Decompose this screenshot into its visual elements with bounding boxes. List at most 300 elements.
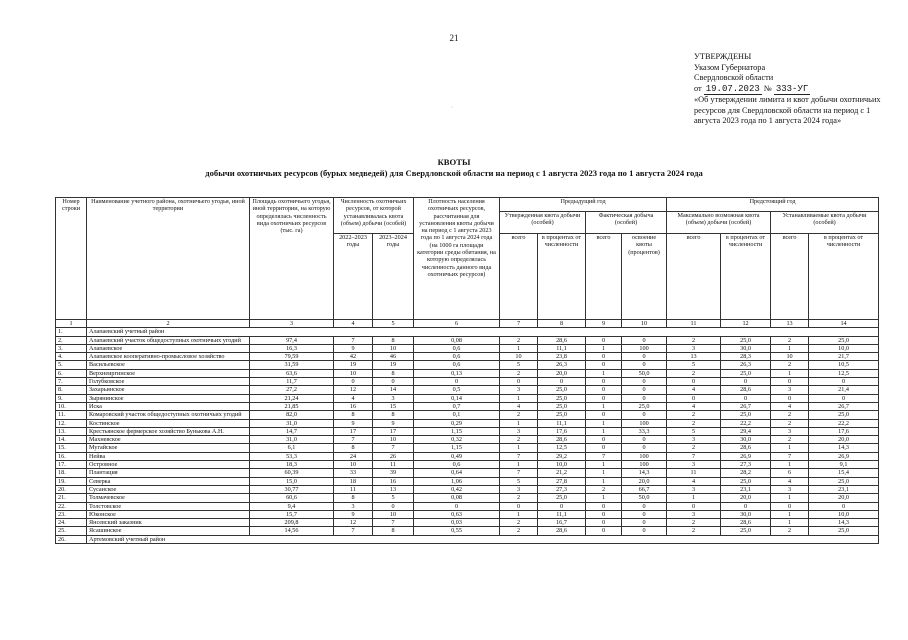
value-cell: 12,5: [809, 369, 879, 377]
column-index-cell: 11: [667, 320, 721, 328]
value-cell: 50,0: [622, 369, 667, 377]
territory-name: Плантация: [87, 469, 250, 477]
value-cell: 60,39: [250, 469, 334, 477]
value-cell: 29,4: [721, 427, 771, 435]
value-cell: 14,3: [809, 444, 879, 452]
value-cell: 10,0: [538, 461, 586, 469]
header-no: Номер строки: [56, 198, 87, 320]
district-name: Алапаевский учетный район: [87, 328, 879, 336]
value-cell: 0: [586, 527, 622, 535]
value-cell: 16: [373, 477, 414, 485]
column-index-cell: 4: [334, 320, 373, 328]
value-cell: 14,3: [809, 519, 879, 527]
approval-date-line: [694, 84, 894, 96]
value-cell: 5: [373, 494, 414, 502]
value-cell: 0: [586, 444, 622, 452]
value-cell: 19: [334, 361, 373, 369]
value-cell: 9: [373, 419, 414, 427]
value-cell: 0: [586, 361, 622, 369]
value-cell: 0,6: [414, 353, 500, 361]
value-cell: 11: [334, 485, 373, 493]
value-cell: 0: [373, 378, 414, 386]
table-row: [56, 427, 879, 435]
table-row: [56, 336, 879, 344]
row-number: 8.: [56, 386, 87, 394]
value-cell: 0: [809, 378, 879, 386]
value-cell: 1: [771, 444, 809, 452]
value-cell: 0: [622, 361, 667, 369]
value-cell: 20,0: [809, 436, 879, 444]
row-number: 15.: [56, 444, 87, 452]
value-cell: 8: [334, 411, 373, 419]
column-index-cell: 9: [586, 320, 622, 328]
value-cell: 33,3: [622, 427, 667, 435]
value-cell: 5: [667, 427, 721, 435]
row-number: 2.: [56, 336, 87, 344]
value-cell: 0,42: [414, 485, 500, 493]
row-number: 1.: [56, 328, 87, 336]
value-cell: 60,6: [250, 494, 334, 502]
row-number: 25.: [56, 527, 87, 535]
value-cell: 39: [373, 469, 414, 477]
approval-region: Свердловской области: [694, 73, 774, 82]
value-cell: 7: [586, 452, 622, 460]
row-number: 7.: [56, 378, 87, 386]
value-cell: 3: [667, 485, 721, 493]
value-cell: 0: [721, 502, 771, 510]
value-cell: 22,2: [721, 419, 771, 427]
value-cell: 26,9: [721, 452, 771, 460]
page-number: 21: [449, 33, 459, 43]
value-cell: 1: [586, 402, 622, 410]
value-cell: 23,1: [809, 485, 879, 493]
value-cell: 18: [334, 477, 373, 485]
value-cell: 3: [771, 386, 809, 394]
value-cell: 33: [334, 469, 373, 477]
value-cell: 1: [586, 344, 622, 352]
value-cell: 25,0: [809, 527, 879, 535]
value-cell: 0: [771, 378, 809, 386]
value-cell: 20,0: [538, 369, 586, 377]
value-cell: 1: [586, 369, 622, 377]
column-index-cell: 2: [87, 320, 250, 328]
value-cell: 7: [500, 452, 538, 460]
value-cell: 22,2: [809, 419, 879, 427]
value-cell: 0: [667, 378, 721, 386]
table-row: [56, 436, 879, 444]
value-cell: 4: [771, 402, 809, 410]
value-cell: 0,6: [414, 461, 500, 469]
header-area: Площадь охотничьего угодья, иной территории, на которую определялась численность вида охотничьих ресурсов (тыс. га): [250, 198, 334, 320]
value-cell: 7: [334, 436, 373, 444]
value-cell: 25,0: [721, 369, 771, 377]
value-cell: 42: [334, 353, 373, 361]
value-cell: 7: [334, 527, 373, 535]
value-cell: 3: [771, 427, 809, 435]
value-cell: 5: [500, 477, 538, 485]
value-cell: 27,2: [250, 386, 334, 394]
value-cell: 1: [500, 444, 538, 452]
value-cell: 0,49: [414, 452, 500, 460]
value-cell: 14: [373, 386, 414, 394]
value-cell: 26,9: [809, 452, 879, 460]
value-cell: 27,8: [538, 477, 586, 485]
value-cell: 25,0: [721, 527, 771, 535]
value-cell: 17: [334, 427, 373, 435]
approval-issuer: Указом Губернатора: [694, 62, 766, 72]
value-cell: 0: [586, 394, 622, 402]
value-cell: 5: [667, 361, 721, 369]
value-cell: 12: [334, 519, 373, 527]
header-total: всего: [586, 234, 622, 320]
value-cell: 28,6: [721, 386, 771, 394]
value-cell: 0: [586, 353, 622, 361]
territory-name: Янсевский заказник: [87, 519, 250, 527]
header-name: Наименование учетного района, охотничьего угодья, иной территории: [87, 198, 250, 320]
territory-name: Алапаевское: [87, 344, 250, 352]
value-cell: 3: [667, 344, 721, 352]
value-cell: 0: [586, 502, 622, 510]
value-cell: 15,7: [250, 510, 334, 518]
value-cell: 4: [771, 477, 809, 485]
row-number: 12.: [56, 419, 87, 427]
value-cell: 10,0: [809, 510, 879, 518]
territory-name: Захарьинское: [87, 386, 250, 394]
value-cell: 25,0: [809, 336, 879, 344]
column-index-cell: 10: [622, 320, 667, 328]
column-index-cell: 8: [538, 320, 586, 328]
value-cell: 4: [500, 402, 538, 410]
value-cell: 4: [667, 402, 721, 410]
value-cell: 1: [500, 461, 538, 469]
value-cell: 2: [771, 411, 809, 419]
territory-name: Мугайское: [87, 444, 250, 452]
value-cell: 97,4: [250, 336, 334, 344]
territory-name: Толстовское: [87, 502, 250, 510]
value-cell: 17: [373, 427, 414, 435]
row-number: 24.: [56, 519, 87, 527]
row-number: 26.: [56, 535, 87, 543]
value-cell: 9: [334, 510, 373, 518]
territory-name: Ясашинское: [87, 527, 250, 535]
column-index-cell: 6: [414, 320, 500, 328]
district-row: [56, 535, 879, 543]
table-body: [56, 320, 879, 544]
value-cell: 8: [373, 336, 414, 344]
value-cell: 8: [334, 494, 373, 502]
header-quota-basis: освоение квоты (процентов): [622, 234, 667, 320]
value-cell: 1: [771, 519, 809, 527]
value-cell: 17,6: [809, 427, 879, 435]
value-cell: 1: [586, 427, 622, 435]
column-index-cell: 13: [771, 320, 809, 328]
value-cell: 25,0: [721, 477, 771, 485]
value-cell: 31,0: [250, 436, 334, 444]
document-title: [0, 157, 908, 179]
value-cell: 0: [373, 502, 414, 510]
value-cell: 1: [500, 344, 538, 352]
value-cell: 7: [500, 469, 538, 477]
value-cell: 2: [771, 336, 809, 344]
value-cell: 30,0: [721, 510, 771, 518]
column-index-cell: 3: [250, 320, 334, 328]
value-cell: 2: [500, 336, 538, 344]
value-cell: 0: [771, 394, 809, 402]
value-cell: 50,0: [622, 494, 667, 502]
value-cell: 28,3: [721, 353, 771, 361]
value-cell: 3: [500, 386, 538, 394]
header-total: всего: [500, 234, 538, 320]
value-cell: 15: [373, 402, 414, 410]
table-row: [56, 386, 879, 394]
table-header: [56, 198, 879, 320]
value-cell: 25,0: [538, 394, 586, 402]
value-cell: 0: [622, 519, 667, 527]
value-cell: 1: [500, 419, 538, 427]
value-cell: 20,0: [622, 477, 667, 485]
value-cell: 0: [586, 378, 622, 386]
value-cell: 25,0: [721, 411, 771, 419]
column-index-row: [56, 320, 879, 328]
territory-name: Комаровский участок общедоступных охотничьих угодий: [87, 411, 250, 419]
value-cell: 66,7: [622, 485, 667, 493]
value-cell: 19: [373, 361, 414, 369]
column-index-cell: 12: [721, 320, 771, 328]
value-cell: 63,6: [250, 369, 334, 377]
value-cell: 0: [809, 502, 879, 510]
value-cell: 23,8: [538, 353, 586, 361]
value-cell: 0: [586, 336, 622, 344]
header-population: Численность охотничьих ресурсов, от которой устанавливалась квота (объем) добычи (особей): [334, 198, 414, 234]
table-row: [56, 469, 879, 477]
title-line-2: добычи охотничьих ресурсов (бурых медведей) для Свердловской области на период с 1 августа 2023 года по 1 августа 2024 года: [205, 168, 703, 178]
value-cell: 2: [771, 361, 809, 369]
value-cell: 2: [500, 494, 538, 502]
value-cell: 2: [500, 411, 538, 419]
header-pop-2023: 2023–2024 годы: [373, 234, 414, 320]
value-cell: 0: [586, 436, 622, 444]
value-cell: 1: [586, 419, 622, 427]
value-cell: 2: [771, 436, 809, 444]
value-cell: 10: [500, 353, 538, 361]
value-cell: 13: [667, 353, 721, 361]
value-cell: 30,77: [250, 485, 334, 493]
value-cell: 0: [622, 336, 667, 344]
header-actual-harvest: Фактическая добыча (особей): [586, 212, 667, 234]
value-cell: 0: [721, 394, 771, 402]
value-cell: 0: [667, 502, 721, 510]
territory-name: Верхнеиргинское: [87, 369, 250, 377]
value-cell: 20,0: [809, 494, 879, 502]
value-cell: 2: [500, 436, 538, 444]
value-cell: 3: [667, 510, 721, 518]
value-cell: 28,6: [538, 436, 586, 444]
value-cell: 4: [334, 394, 373, 402]
value-cell: 0,5: [414, 386, 500, 394]
value-cell: 10: [373, 510, 414, 518]
territory-name: Нейва: [87, 452, 250, 460]
value-cell: 2: [771, 419, 809, 427]
value-cell: 0,03: [414, 519, 500, 527]
value-cell: 0: [334, 378, 373, 386]
territory-name: Сусанское: [87, 485, 250, 493]
header-pct: в процентах от численности: [809, 234, 879, 320]
value-cell: 2: [586, 485, 622, 493]
value-cell: 0: [622, 353, 667, 361]
value-cell: 1: [586, 494, 622, 502]
value-cell: 0: [622, 510, 667, 518]
value-cell: 3: [334, 502, 373, 510]
approval-number: 333-УГ: [775, 83, 809, 94]
value-cell: 21,4: [809, 386, 879, 394]
value-cell: 28,6: [721, 519, 771, 527]
table-row: [56, 402, 879, 410]
value-cell: 2: [667, 369, 721, 377]
value-cell: 10: [334, 369, 373, 377]
value-cell: 2: [500, 369, 538, 377]
value-cell: 8: [334, 444, 373, 452]
value-cell: 26,7: [721, 402, 771, 410]
value-cell: 1: [771, 494, 809, 502]
header-pop-2022: 2022–2023 годы: [334, 234, 373, 320]
value-cell: 2: [500, 519, 538, 527]
row-number: 13.: [56, 427, 87, 435]
row-number: 19.: [56, 477, 87, 485]
value-cell: 0,64: [414, 469, 500, 477]
value-cell: 16,3: [250, 344, 334, 352]
table-row: [56, 419, 879, 427]
value-cell: 1: [586, 477, 622, 485]
row-number: 4.: [56, 353, 87, 361]
value-cell: 8: [373, 527, 414, 535]
table-row: [56, 510, 879, 518]
value-cell: 1: [586, 469, 622, 477]
value-cell: 29,2: [538, 452, 586, 460]
row-number: 16.: [56, 452, 87, 460]
territory-name: Алапаевское кооперативно-промысловое хозяйство: [87, 353, 250, 361]
value-cell: 11,7: [250, 378, 334, 386]
quota-table: [55, 197, 879, 544]
value-cell: 1: [500, 510, 538, 518]
value-cell: 2: [667, 411, 721, 419]
territory-name: Иска: [87, 402, 250, 410]
value-cell: 9,1: [809, 461, 879, 469]
value-cell: 1: [667, 494, 721, 502]
territory-name: Костинское: [87, 419, 250, 427]
territory-name: Зырянинское: [87, 394, 250, 402]
value-cell: 1: [771, 510, 809, 518]
header-total: всего: [771, 234, 809, 320]
district-row: [56, 328, 879, 336]
value-cell: 53,3: [250, 452, 334, 460]
value-cell: 0: [622, 378, 667, 386]
value-cell: 3: [373, 394, 414, 402]
table-row: [56, 527, 879, 535]
value-cell: 209,8: [250, 519, 334, 527]
value-cell: 25,0: [809, 411, 879, 419]
value-cell: 2: [667, 527, 721, 535]
territory-name: Алапаевский участок общедоступных охотничьих угодий: [87, 336, 250, 344]
value-cell: 0: [622, 502, 667, 510]
value-cell: 25,0: [721, 336, 771, 344]
value-cell: 0: [667, 394, 721, 402]
header-total: всего: [667, 234, 721, 320]
date-prefix: от: [694, 83, 702, 93]
value-cell: 25,0: [538, 402, 586, 410]
approval-caption: «Об утверждении лимита и квот добычи охотничьих ресурсов для Свердловской области на период с 1 августа 2023 года по 1 августа 2024 года»: [694, 95, 881, 125]
value-cell: 18,3: [250, 461, 334, 469]
value-cell: 2: [667, 419, 721, 427]
row-number: 9.: [56, 394, 87, 402]
value-cell: 0: [538, 502, 586, 510]
value-cell: 26,3: [721, 361, 771, 369]
table-row: [56, 353, 879, 361]
table-row: [56, 344, 879, 352]
value-cell: 15,4: [809, 469, 879, 477]
header-pct: в процентах от численности: [538, 234, 586, 320]
value-cell: 28,6: [721, 444, 771, 452]
value-cell: 2: [771, 527, 809, 535]
value-cell: 0,1: [414, 411, 500, 419]
value-cell: 26,7: [809, 402, 879, 410]
value-cell: 0: [771, 502, 809, 510]
value-cell: 0,6: [414, 361, 500, 369]
value-cell: 7: [373, 444, 414, 452]
row-number: 5.: [56, 361, 87, 369]
value-cell: 0: [414, 378, 500, 386]
value-cell: 25,0: [538, 386, 586, 394]
value-cell: 25,0: [809, 477, 879, 485]
value-cell: 14,56: [250, 527, 334, 535]
value-cell: 100: [622, 419, 667, 427]
table-row: [56, 461, 879, 469]
table-row: [56, 519, 879, 527]
header-prev-year: Предыдущий год: [500, 198, 667, 212]
value-cell: 24: [334, 452, 373, 460]
header-set-quota: Устанавливаемые квота добычи (особей): [771, 212, 879, 234]
value-cell: 14,3: [622, 469, 667, 477]
column-index-cell: 14: [809, 320, 879, 328]
value-cell: 21,24: [250, 394, 334, 402]
value-cell: 11,1: [538, 344, 586, 352]
territory-name: Юконское: [87, 510, 250, 518]
value-cell: 79,59: [250, 353, 334, 361]
value-cell: 0: [622, 411, 667, 419]
value-cell: 21,85: [250, 402, 334, 410]
value-cell: 10: [373, 436, 414, 444]
value-cell: 3: [667, 436, 721, 444]
value-cell: 15,0: [250, 477, 334, 485]
value-cell: 0,32: [414, 436, 500, 444]
value-cell: 25,0: [538, 494, 586, 502]
value-cell: 0: [538, 378, 586, 386]
value-cell: 10: [334, 461, 373, 469]
value-cell: 10,5: [809, 361, 879, 369]
value-cell: 30,0: [721, 344, 771, 352]
table-row: [56, 361, 879, 369]
value-cell: 3: [500, 427, 538, 435]
table-row: [56, 411, 879, 419]
value-cell: 8: [373, 411, 414, 419]
value-cell: 26: [373, 452, 414, 460]
value-cell: 0: [622, 444, 667, 452]
value-cell: 3: [667, 461, 721, 469]
row-number: 6.: [56, 369, 87, 377]
row-number: 23.: [56, 510, 87, 518]
value-cell: 11: [373, 461, 414, 469]
territory-name: Махневское: [87, 436, 250, 444]
value-cell: 0,29: [414, 419, 500, 427]
